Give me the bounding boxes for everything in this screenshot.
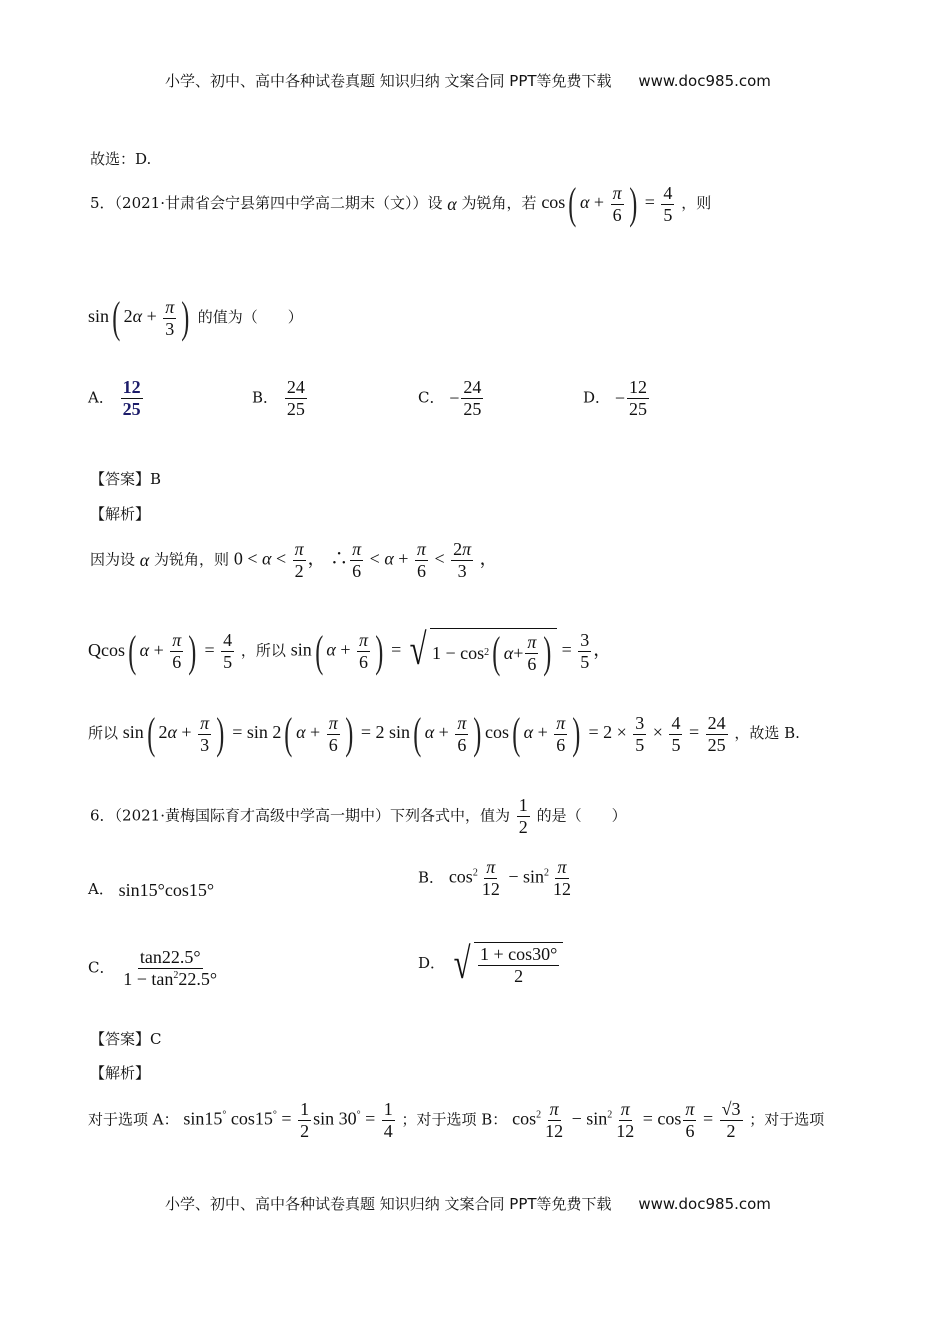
page-footer <box>165 1193 771 1214</box>
alpha-symbol: α <box>139 550 150 571</box>
page-header <box>165 70 771 91</box>
q5-option-d[interactable] <box>583 378 651 419</box>
option-expression: $\cos^2$ $\frac{\pi}{12}$ − $\sin^2$ $\frac{\pi}{12}$ <box>448 857 571 899</box>
q5-option-c[interactable] <box>418 378 485 419</box>
q6-stem <box>90 796 627 837</box>
q5-analysis-heading: 【解析】 <box>90 505 151 523</box>
solution-text: 因为设 <box>90 550 136 569</box>
solution-text: ，所以 <box>240 641 286 660</box>
option-sign: − <box>449 388 460 409</box>
option-label: C． <box>418 388 445 407</box>
option-label: C． <box>88 958 115 977</box>
q5-stem-a: 5．（2021·甘肃省会宁县第四中学高二期末（文））设 <box>90 194 443 212</box>
header-text: 小学、初中、高中各种试卷真题 知识归纳 文案合同 PPT等免费下载 <box>165 72 612 90</box>
q5-condition-formula: cos( α + $\frac{\pi}{6}$ ) = $\frac{4}{5}$ <box>541 179 673 228</box>
option-fraction: $\frac{12}{25}$ <box>628 377 647 419</box>
q5-option-b[interactable] <box>252 378 309 419</box>
q5-option-a[interactable] <box>88 378 145 419</box>
one-half-fraction: $\frac{1}{2}$ <box>518 795 528 837</box>
double-angle-formula: sin( 2α + $\frac{\pi}{3}$ ) = sin 2( α + $\frac{\pi}{6}$ ) = 2 sin( α + $\frac{\pi}{6}$ ) cos( α + $\frac{\pi}{6}$ ) = 2 × $\frac{3}{5}$ × $\frac{4}{5}$ = $\frac{24}{25}$ <box>122 709 726 758</box>
solution-text: 为锐角，则 <box>154 550 230 569</box>
q6-stem-a: 6．（2021·黄梅国际育才高级中学高一期中）下列各式中，值为 <box>90 806 510 825</box>
q5-stem-line2 <box>88 293 303 342</box>
q6-solution-line1 <box>88 1100 824 1141</box>
q6-analysis-heading: 【解析】 <box>90 1064 151 1082</box>
option-label: D． <box>583 388 611 407</box>
option-expression: sin15°cos15° <box>118 880 215 900</box>
q5-stem-d: 的值为（ ） <box>197 308 303 326</box>
option-label: B． <box>252 388 279 407</box>
prev-question-end: 故选：D. <box>90 150 152 168</box>
solution-text: ；对于选项 B： <box>401 1110 508 1129</box>
q5-stem <box>90 179 712 228</box>
q5-answer: 【答案】B <box>90 470 162 488</box>
footer-text: 小学、初中、高中各种试卷真题 知识归纳 文案合同 PPT等免费下载 <box>165 1195 612 1213</box>
option-fraction: $\frac{24}{25}$ <box>286 377 305 419</box>
q6-option-a[interactable] <box>88 878 214 899</box>
q5-stem-b: 为锐角，若 <box>461 194 537 212</box>
q6-stem-b: 的是（ ） <box>536 806 627 825</box>
option-label: D． <box>418 954 446 972</box>
alpha-symbol: α <box>447 194 457 214</box>
option-label: B． <box>418 868 445 887</box>
option-label: A． <box>88 388 114 407</box>
option-b-eval: $\cos^2$ $\frac{\pi}{12}$ − $\sin^2$ $\frac{\pi}{12}$ = cos $\frac{\pi}{6}$ = $\frac{√3}{2}$ <box>512 1099 741 1141</box>
q6-option-c[interactable] <box>88 948 221 989</box>
option-sign: − <box>614 388 625 409</box>
angle-range-formula: 0 < α < $\frac{\pi}{2}$ ， ∴ $\frac{\pi}{6}$ < α + $\frac{\pi}{6}$ < $\frac{2\pi}{3}$ ， <box>233 539 498 581</box>
solution-text: ；对于选项 <box>749 1110 825 1129</box>
q5-solution-line1 <box>90 540 498 581</box>
solution-text: ，故选 B. <box>734 724 800 742</box>
footer-site[interactable]: www.doc985.com <box>638 1195 771 1213</box>
solution-text: 所以 <box>88 724 119 742</box>
option-a-eval: sin15° cos15° = $\frac{1}{2}$ sin 30° = $\frac{1}{4}$ <box>183 1099 393 1141</box>
q6-option-b[interactable] <box>418 858 575 899</box>
option-label: A． <box>88 880 114 898</box>
q5-solution-line3 <box>88 709 800 758</box>
option-expression: $\frac{\tan 22.5^\circ}{1 - \tan^222.5^\circ}$ <box>123 947 218 989</box>
q5-target-formula: sin( 2α + $\frac{\pi}{3}$ ) <box>88 293 190 342</box>
option-expression: √ $\frac{1 + \cos 30^\circ}{2}$ <box>450 942 564 986</box>
q5-stem-c: ，则 <box>681 194 712 212</box>
option-fraction: $\frac{24}{25}$ <box>463 377 482 419</box>
solution-text: 对于选项 A： <box>88 1110 179 1129</box>
option-fraction: $\frac{12}{25}$ <box>122 377 141 419</box>
header-site[interactable]: www.doc985.com <box>638 72 771 90</box>
sin-derived-formula: sin( α + $\frac{\pi}{6}$ ) = √ 1 − cos 2 ( α + $\frac{\pi}{6}$ ) = $\frac{3}{5}$ ， <box>290 625 612 677</box>
q5-solution-line2 <box>88 625 612 677</box>
q6-answer: 【答案】C <box>90 1030 162 1048</box>
cos-given-formula: Qcos( α + $\frac{\pi}{6}$ ) = $\frac{4}{5}$ <box>88 626 233 676</box>
q6-option-d[interactable] <box>418 939 563 988</box>
